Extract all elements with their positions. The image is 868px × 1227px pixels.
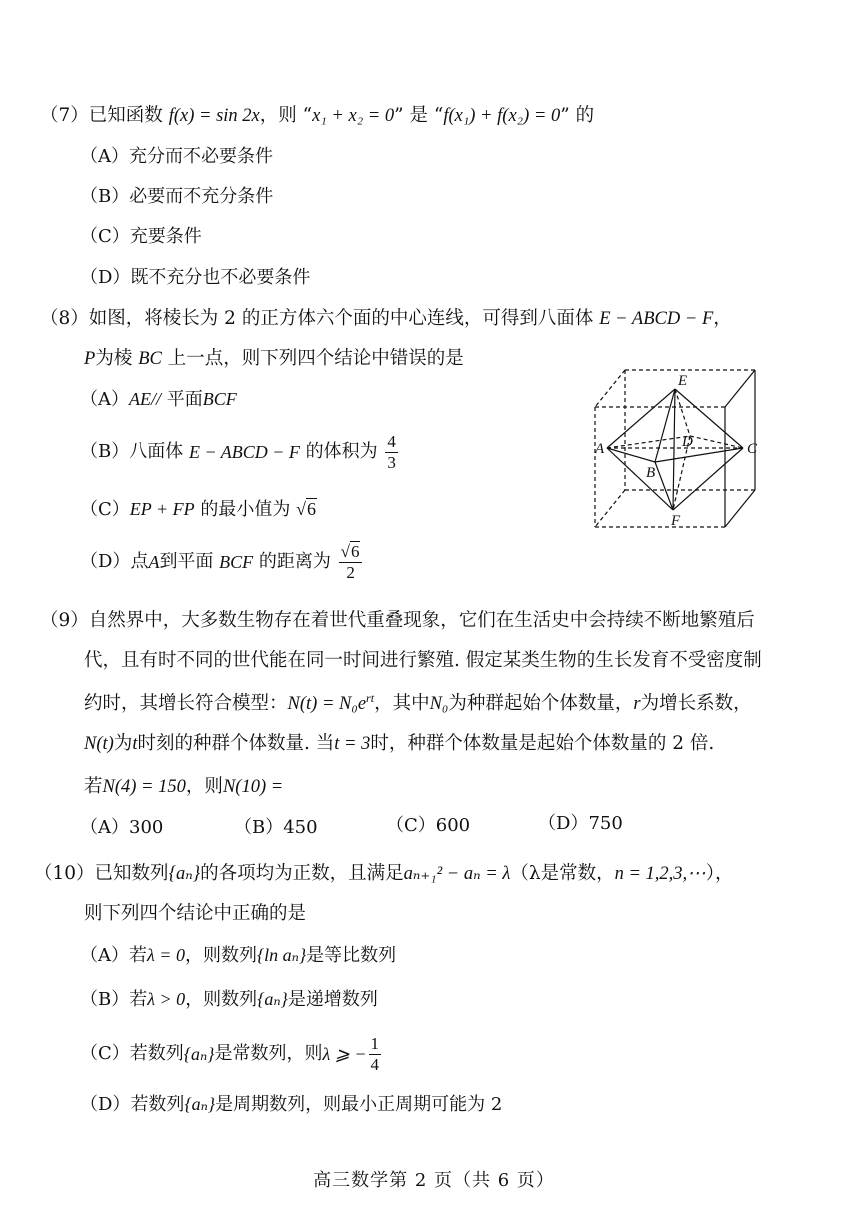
page-footer: 高三数学第 2 页（共 6 页） <box>313 1170 555 1191</box>
figure-label-b: B <box>646 465 656 481</box>
q10-option-a: （A）若λ = 0，则数列{ln aₙ}是等比数列 <box>80 945 397 966</box>
q7-stem: （7）已知函数 f(x) = sin 2x，则 “x₁ + x₂ = 0” 是 “f(x₁) + f(x₂) = 0” 的 <box>40 105 595 126</box>
q10-quarter-fraction: $\frac{1}{4}$ <box>370 1034 380 1074</box>
q8-option-a: （A）AE// 平面BCF <box>80 389 237 410</box>
figure-label-a: A <box>595 441 605 457</box>
q7-number: （7） <box>40 105 89 126</box>
q9-stem-line5: 若N(4) = 150，则N(10) = <box>84 776 284 797</box>
q7-option-b: （B）必要而不充分条件 <box>80 186 274 207</box>
q8-volume-fraction: $\frac{4}{3}$ <box>387 432 396 472</box>
q9-stem-line1: （9）自然界中，大多数生物存在着世代重叠现象，它们在生活史中会持续不断地繁殖后 <box>40 610 755 631</box>
q7-function: f(x) = sin 2x <box>168 106 260 126</box>
q8-option-b: （B）八面体 E − ABCD − F 的体积为 $\frac{4}{3}$ <box>80 432 396 472</box>
figure-label-d: D <box>682 434 693 450</box>
q9-stem-line3: 约时，其增长符合模型：$N(t) = N_0e^{rt}$，其中N₀为种群起始个体数量，r为增长系数， <box>84 691 752 715</box>
q10-option-b: （B）若λ > 0，则数列{aₙ}是递增数列 <box>80 989 378 1010</box>
figure-label-c: C <box>747 441 758 457</box>
figure-label-e: E <box>678 373 688 389</box>
q9-stem-line4: N(t)为t时刻的种群个体数量. 当t = 3时，种群个体数量是起始个体数量的 2 倍. <box>84 733 715 754</box>
q10-option-d: （D）若数列{aₙ}是周期数列，则最小正周期可能为 2 <box>80 1094 503 1115</box>
q10-stem-line2: 则下列四个结论中正确的是 <box>84 903 307 924</box>
q10-option-c: （C）若数列{aₙ}是常数列，则λ ⩾ − $\frac{1}{4}$ <box>80 1034 380 1074</box>
q9-option-d: （D）750 <box>538 813 623 834</box>
q8-stem-line1: （8）如图，将棱长为 2 的正方体六个面的中心连线，可得到八面体 E − ABCD − F， <box>40 308 732 329</box>
q8-option-d: （D）点A到平面 BCF 的距离为 $\frac{√6}{2}$ <box>80 542 364 582</box>
q9-option-c: （C）600 <box>386 815 471 836</box>
q9-stem-line2: 代，且有时不同的世代能在同一时间进行繁殖. 假定某类生物的生长发育不受密度制 <box>84 650 762 671</box>
octahedron-in-cube-figure <box>585 362 765 532</box>
q9-number: （9） <box>40 610 89 631</box>
q8-distance-fraction: $\frac{√6}{2}$ <box>339 542 363 582</box>
q7-option-d: （D）既不充分也不必要条件 <box>80 267 311 288</box>
q8-sqrt-6: √6 <box>296 499 316 519</box>
figure-label-f: F <box>671 513 681 529</box>
q7-condition-2: f(x₁) + f(x₂) = 0 <box>443 106 561 126</box>
q10-stem-line1: （10）已知数列{aₙ}的各项均为正数，且满足aₙ₊₁² − aₙ = λ（λ是常数，n = 1,2,3,⋯）， <box>34 863 734 884</box>
q10-number: （10） <box>34 863 95 884</box>
q7-option-a: （A）充分而不必要条件 <box>80 146 273 167</box>
q9-option-b: （B）450 <box>234 817 318 838</box>
q8-stem-line2: P为棱 BC 上一点，则下列四个结论中错误的是 <box>84 348 464 369</box>
q8-option-c: （C）EP + FP 的最小值为 √6 <box>80 499 316 520</box>
q8-number: （8） <box>40 308 89 329</box>
q7-condition-1: x₁ + x₂ = 0 <box>312 106 395 126</box>
q7-option-c: （C）充要条件 <box>80 226 202 247</box>
q9-option-a: （A）300 <box>80 817 164 838</box>
